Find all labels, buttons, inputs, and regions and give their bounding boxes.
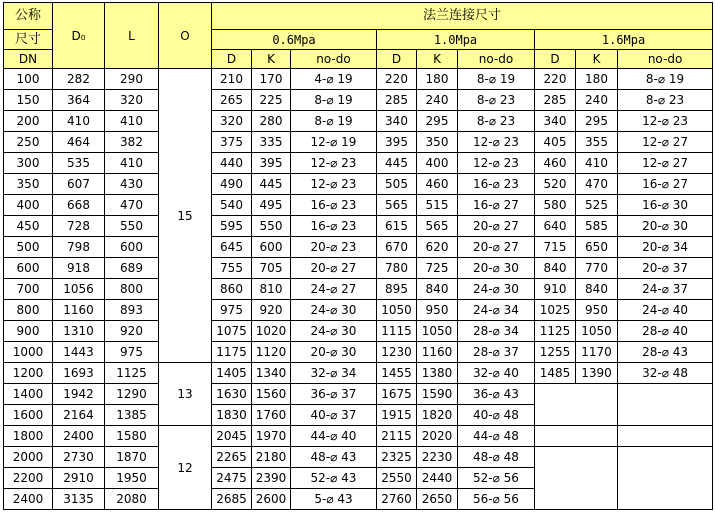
cell-p16-d: 405 bbox=[535, 132, 576, 153]
cell-dn: 1600 bbox=[4, 405, 53, 426]
cell-p16-d: 640 bbox=[535, 216, 576, 237]
cell-p16-k: 355 bbox=[576, 132, 618, 153]
cell-dn: 250 bbox=[4, 132, 53, 153]
cell-p10-d: 2760 bbox=[377, 489, 417, 510]
cell-p10-d: 2550 bbox=[377, 468, 417, 489]
cell-p06-k: 445 bbox=[252, 174, 291, 195]
header-nominal-size-line2: 尺寸 bbox=[4, 30, 53, 50]
cell-p06-d: 2045 bbox=[212, 426, 252, 447]
cell-l: 689 bbox=[105, 258, 159, 279]
cell-p10-d: 565 bbox=[377, 195, 417, 216]
cell-d0: 2730 bbox=[53, 447, 105, 468]
cell-p10-k: 1820 bbox=[417, 405, 458, 426]
table-row bbox=[4, 363, 713, 384]
table-row bbox=[4, 195, 713, 216]
table-row bbox=[4, 90, 713, 111]
cell-p06-k: 1970 bbox=[252, 426, 291, 447]
cell-l: 975 bbox=[105, 342, 159, 363]
cell-p16-d: 1025 bbox=[535, 300, 576, 321]
cell-dn: 500 bbox=[4, 237, 53, 258]
cell-p16-no-do: 12-⌀ 27 bbox=[618, 132, 713, 153]
cell-l: 893 bbox=[105, 300, 159, 321]
cell-p06-k: 810 bbox=[252, 279, 291, 300]
cell-p16-d: 1125 bbox=[535, 321, 576, 342]
cell-p10-k: 1590 bbox=[417, 384, 458, 405]
cell-p16-no-do: 12-⌀ 27 bbox=[618, 153, 713, 174]
cell-p10-no-do: 48-⌀ 48 bbox=[458, 447, 535, 468]
cell-d0: 410 bbox=[53, 111, 105, 132]
cell-p16-no-do: 20-⌀ 34 bbox=[618, 237, 713, 258]
cell-dn: 2200 bbox=[4, 468, 53, 489]
cell-p10-k: 1380 bbox=[417, 363, 458, 384]
cell-o: 12 bbox=[159, 426, 212, 510]
cell-p10-no-do: 8-⌀ 23 bbox=[458, 111, 535, 132]
cell-dn: 300 bbox=[4, 153, 53, 174]
cell-p16-d: 340 bbox=[535, 111, 576, 132]
header-d0: D₀ bbox=[53, 3, 105, 69]
cell-p16-no-do: 16-⌀ 27 bbox=[618, 174, 713, 195]
cell-p10-no-do: 12-⌀ 23 bbox=[458, 153, 535, 174]
table-row bbox=[4, 216, 713, 237]
cell-p10-no-do: 28-⌀ 37 bbox=[458, 342, 535, 363]
cell-p10-d: 1050 bbox=[377, 300, 417, 321]
cell-p06-d: 320 bbox=[212, 111, 252, 132]
cell-p06-no-do: 16-⌀ 23 bbox=[291, 195, 377, 216]
cell-p16-d: 1485 bbox=[535, 363, 576, 384]
cell-p16-d: 715 bbox=[535, 237, 576, 258]
header-sub-d: D bbox=[377, 50, 417, 69]
header-sub-d: D bbox=[212, 50, 252, 69]
cell-p06-no-do: 20-⌀ 23 bbox=[291, 237, 377, 258]
cell-d0: 1942 bbox=[53, 384, 105, 405]
cell-p16-no-do: 8-⌀ 23 bbox=[618, 90, 713, 111]
cell-p10-d: 670 bbox=[377, 237, 417, 258]
cell-l: 470 bbox=[105, 195, 159, 216]
cell-d0: 2164 bbox=[53, 405, 105, 426]
cell-p16-d: 460 bbox=[535, 153, 576, 174]
cell-p06-k: 225 bbox=[252, 90, 291, 111]
header-flange-title: 法兰连接尺寸 bbox=[212, 3, 713, 30]
cell-l: 410 bbox=[105, 111, 159, 132]
table-row bbox=[4, 300, 713, 321]
cell-p16-no-do: 20-⌀ 30 bbox=[618, 216, 713, 237]
cell-p06-d: 2475 bbox=[212, 468, 252, 489]
cell-l: 1385 bbox=[105, 405, 159, 426]
cell-p10-no-do: 8-⌀ 23 bbox=[458, 90, 535, 111]
cell-p06-k: 920 bbox=[252, 300, 291, 321]
cell-p10-no-do: 28-⌀ 34 bbox=[458, 321, 535, 342]
header-pressure-1-6: 1.6Mpa bbox=[535, 30, 713, 50]
cell-p10-no-do: 8-⌀ 19 bbox=[458, 69, 535, 90]
header-o: O bbox=[159, 3, 212, 69]
cell-p16-empty bbox=[535, 447, 618, 510]
cell-p06-no-do: 5-⌀ 43 bbox=[291, 489, 377, 510]
cell-p06-no-do: 20-⌀ 30 bbox=[291, 342, 377, 363]
cell-p10-no-do: 24-⌀ 30 bbox=[458, 279, 535, 300]
cell-d0: 464 bbox=[53, 132, 105, 153]
cell-p16-d: 520 bbox=[535, 174, 576, 195]
cell-d0: 535 bbox=[53, 153, 105, 174]
cell-p06-d: 755 bbox=[212, 258, 252, 279]
header-pressure-0-6: 0.6Mpa bbox=[212, 30, 377, 50]
header-sub-k: K bbox=[417, 50, 458, 69]
cell-p16-no-do: 8-⌀ 19 bbox=[618, 69, 713, 90]
cell-d0: 607 bbox=[53, 174, 105, 195]
cell-d0: 918 bbox=[53, 258, 105, 279]
cell-l: 320 bbox=[105, 90, 159, 111]
cell-p10-k: 350 bbox=[417, 132, 458, 153]
cell-p10-d: 505 bbox=[377, 174, 417, 195]
cell-p06-no-do: 52-⌀ 43 bbox=[291, 468, 377, 489]
cell-p10-no-do: 20-⌀ 30 bbox=[458, 258, 535, 279]
cell-dn: 200 bbox=[4, 111, 53, 132]
header-dn: DN bbox=[4, 50, 53, 69]
cell-d0: 282 bbox=[53, 69, 105, 90]
cell-p10-k: 295 bbox=[417, 111, 458, 132]
cell-p10-d: 615 bbox=[377, 216, 417, 237]
cell-dn: 450 bbox=[4, 216, 53, 237]
cell-l: 382 bbox=[105, 132, 159, 153]
cell-p10-d: 780 bbox=[377, 258, 417, 279]
cell-p16-k: 1390 bbox=[576, 363, 618, 384]
cell-dn: 350 bbox=[4, 174, 53, 195]
cell-p16-k: 240 bbox=[576, 90, 618, 111]
cell-p10-k: 460 bbox=[417, 174, 458, 195]
cell-dn: 600 bbox=[4, 258, 53, 279]
cell-p06-d: 2265 bbox=[212, 447, 252, 468]
cell-p10-no-do: 20-⌀ 27 bbox=[458, 237, 535, 258]
cell-p10-k: 725 bbox=[417, 258, 458, 279]
cell-p06-k: 170 bbox=[252, 69, 291, 90]
cell-p10-k: 950 bbox=[417, 300, 458, 321]
cell-p10-d: 895 bbox=[377, 279, 417, 300]
table-row bbox=[4, 153, 713, 174]
cell-p16-d: 285 bbox=[535, 90, 576, 111]
cell-p10-d: 1455 bbox=[377, 363, 417, 384]
cell-p10-d: 1915 bbox=[377, 405, 417, 426]
header-sub-no-do: no-do bbox=[618, 50, 713, 69]
table-row bbox=[4, 426, 713, 447]
cell-p16-d: 910 bbox=[535, 279, 576, 300]
cell-p10-no-do: 16-⌀ 27 bbox=[458, 195, 535, 216]
cell-p10-no-do: 16-⌀ 23 bbox=[458, 174, 535, 195]
cell-p06-k: 1340 bbox=[252, 363, 291, 384]
cell-p06-d: 975 bbox=[212, 300, 252, 321]
cell-p16-k: 410 bbox=[576, 153, 618, 174]
table-row bbox=[4, 132, 713, 153]
cell-p16-k: 1170 bbox=[576, 342, 618, 363]
cell-d0: 668 bbox=[53, 195, 105, 216]
cell-p16-k: 295 bbox=[576, 111, 618, 132]
cell-p10-k: 2440 bbox=[417, 468, 458, 489]
cell-p06-k: 600 bbox=[252, 237, 291, 258]
cell-p16-no-do: 24-⌀ 40 bbox=[618, 300, 713, 321]
cell-p06-d: 1830 bbox=[212, 405, 252, 426]
cell-p16-no-do-empty bbox=[618, 384, 713, 426]
cell-l: 1290 bbox=[105, 384, 159, 405]
cell-dn: 700 bbox=[4, 279, 53, 300]
cell-p16-no-do: 12-⌀ 23 bbox=[618, 111, 713, 132]
cell-p10-k: 1160 bbox=[417, 342, 458, 363]
cell-p10-d: 395 bbox=[377, 132, 417, 153]
cell-p10-no-do: 52-⌀ 56 bbox=[458, 468, 535, 489]
cell-dn: 400 bbox=[4, 195, 53, 216]
cell-d0: 798 bbox=[53, 237, 105, 258]
cell-p10-k: 2230 bbox=[417, 447, 458, 468]
cell-dn: 1200 bbox=[4, 363, 53, 384]
table-row bbox=[4, 321, 713, 342]
cell-p06-no-do: 24-⌀ 30 bbox=[291, 321, 377, 342]
cell-p06-d: 1075 bbox=[212, 321, 252, 342]
table-row bbox=[4, 69, 713, 90]
header-sub-no-do: no-do bbox=[458, 50, 535, 69]
cell-p10-no-do: 24-⌀ 34 bbox=[458, 300, 535, 321]
table-row bbox=[4, 384, 713, 405]
cell-p10-no-do: 36-⌀ 43 bbox=[458, 384, 535, 405]
cell-p16-d: 220 bbox=[535, 69, 576, 90]
cell-p06-d: 645 bbox=[212, 237, 252, 258]
cell-p06-no-do: 20-⌀ 27 bbox=[291, 258, 377, 279]
cell-o: 15 bbox=[159, 69, 212, 363]
cell-dn: 2000 bbox=[4, 447, 53, 468]
cell-o: 13 bbox=[159, 363, 212, 426]
cell-dn: 1400 bbox=[4, 384, 53, 405]
cell-p06-no-do: 8-⌀ 19 bbox=[291, 111, 377, 132]
cell-p06-no-do: 40-⌀ 37 bbox=[291, 405, 377, 426]
cell-p10-k: 565 bbox=[417, 216, 458, 237]
cell-p16-empty bbox=[535, 426, 618, 447]
cell-p10-k: 400 bbox=[417, 153, 458, 174]
cell-p10-no-do: 40-⌀ 48 bbox=[458, 405, 535, 426]
table-row bbox=[4, 258, 713, 279]
cell-p16-no-do-empty bbox=[618, 426, 713, 447]
cell-l: 920 bbox=[105, 321, 159, 342]
cell-p10-no-do: 20-⌀ 27 bbox=[458, 216, 535, 237]
cell-p16-k: 470 bbox=[576, 174, 618, 195]
cell-l: 410 bbox=[105, 153, 159, 174]
cell-p06-d: 595 bbox=[212, 216, 252, 237]
cell-d0: 364 bbox=[53, 90, 105, 111]
cell-p10-d: 1675 bbox=[377, 384, 417, 405]
cell-dn: 150 bbox=[4, 90, 53, 111]
cell-p16-k: 650 bbox=[576, 237, 618, 258]
cell-p16-k: 950 bbox=[576, 300, 618, 321]
cell-p06-k: 2180 bbox=[252, 447, 291, 468]
cell-p06-d: 440 bbox=[212, 153, 252, 174]
cell-p06-no-do: 24-⌀ 27 bbox=[291, 279, 377, 300]
header-sub-d: D bbox=[535, 50, 576, 69]
cell-p06-d: 2685 bbox=[212, 489, 252, 510]
cell-p10-k: 840 bbox=[417, 279, 458, 300]
cell-p06-no-do: 4-⌀ 19 bbox=[291, 69, 377, 90]
cell-p16-k: 1050 bbox=[576, 321, 618, 342]
cell-p10-d: 1115 bbox=[377, 321, 417, 342]
cell-l: 290 bbox=[105, 69, 159, 90]
cell-p06-d: 1630 bbox=[212, 384, 252, 405]
cell-p10-k: 2020 bbox=[417, 426, 458, 447]
cell-p10-k: 240 bbox=[417, 90, 458, 111]
cell-p10-k: 2650 bbox=[417, 489, 458, 510]
flange-dimension-table bbox=[3, 2, 713, 510]
cell-p06-k: 2600 bbox=[252, 489, 291, 510]
cell-p06-k: 1020 bbox=[252, 321, 291, 342]
cell-l: 550 bbox=[105, 216, 159, 237]
cell-d0: 1056 bbox=[53, 279, 105, 300]
cell-dn: 2400 bbox=[4, 489, 53, 510]
cell-p10-no-do: 32-⌀ 40 bbox=[458, 363, 535, 384]
cell-p06-no-do: 44-⌀ 40 bbox=[291, 426, 377, 447]
cell-p16-d: 1255 bbox=[535, 342, 576, 363]
cell-d0: 1160 bbox=[53, 300, 105, 321]
cell-p16-no-do: 24-⌀ 37 bbox=[618, 279, 713, 300]
cell-p06-k: 1120 bbox=[252, 342, 291, 363]
header-nominal-size-line1: 公称 bbox=[4, 3, 53, 30]
header-pressure-1-0: 1.0Mpa bbox=[377, 30, 535, 50]
cell-p10-k: 620 bbox=[417, 237, 458, 258]
table-row bbox=[4, 279, 713, 300]
cell-p06-no-do: 12-⌀ 19 bbox=[291, 132, 377, 153]
cell-p16-d: 840 bbox=[535, 258, 576, 279]
cell-p10-d: 285 bbox=[377, 90, 417, 111]
cell-p06-no-do: 12-⌀ 23 bbox=[291, 153, 377, 174]
table-row bbox=[4, 447, 713, 468]
cell-dn: 1000 bbox=[4, 342, 53, 363]
cell-p06-k: 495 bbox=[252, 195, 291, 216]
cell-l: 800 bbox=[105, 279, 159, 300]
cell-d0: 1693 bbox=[53, 363, 105, 384]
cell-p16-k: 180 bbox=[576, 69, 618, 90]
cell-p06-k: 395 bbox=[252, 153, 291, 174]
cell-d0: 3135 bbox=[53, 489, 105, 510]
cell-p16-no-do: 20-⌀ 37 bbox=[618, 258, 713, 279]
cell-p10-d: 2115 bbox=[377, 426, 417, 447]
table-row bbox=[4, 111, 713, 132]
table-row bbox=[4, 237, 713, 258]
cell-p16-no-do: 28-⌀ 40 bbox=[618, 321, 713, 342]
cell-p06-d: 1405 bbox=[212, 363, 252, 384]
cell-dn: 100 bbox=[4, 69, 53, 90]
cell-p06-k: 1560 bbox=[252, 384, 291, 405]
cell-p06-no-do: 32-⌀ 34 bbox=[291, 363, 377, 384]
cell-p06-k: 705 bbox=[252, 258, 291, 279]
cell-p06-d: 1175 bbox=[212, 342, 252, 363]
cell-p06-no-do: 16-⌀ 23 bbox=[291, 216, 377, 237]
cell-p10-no-do: 56-⌀ 56 bbox=[458, 489, 535, 510]
cell-p16-k: 585 bbox=[576, 216, 618, 237]
cell-p10-no-do: 44-⌀ 48 bbox=[458, 426, 535, 447]
cell-p16-no-do: 16-⌀ 30 bbox=[618, 195, 713, 216]
cell-d0: 1310 bbox=[53, 321, 105, 342]
cell-p06-k: 2390 bbox=[252, 468, 291, 489]
cell-p06-d: 540 bbox=[212, 195, 252, 216]
cell-p06-k: 550 bbox=[252, 216, 291, 237]
cell-dn: 900 bbox=[4, 321, 53, 342]
cell-l: 1125 bbox=[105, 363, 159, 384]
cell-p16-k: 525 bbox=[576, 195, 618, 216]
cell-p06-d: 265 bbox=[212, 90, 252, 111]
cell-p06-k: 1760 bbox=[252, 405, 291, 426]
header-sub-no-do: no-do bbox=[291, 50, 377, 69]
cell-p10-k: 515 bbox=[417, 195, 458, 216]
cell-dn: 800 bbox=[4, 300, 53, 321]
cell-p06-no-do: 36-⌀ 37 bbox=[291, 384, 377, 405]
cell-p16-k: 770 bbox=[576, 258, 618, 279]
cell-p06-d: 490 bbox=[212, 174, 252, 195]
cell-p10-d: 445 bbox=[377, 153, 417, 174]
cell-l: 600 bbox=[105, 237, 159, 258]
cell-p10-d: 1230 bbox=[377, 342, 417, 363]
cell-p10-k: 1050 bbox=[417, 321, 458, 342]
header-l: L bbox=[105, 3, 159, 69]
cell-p06-d: 210 bbox=[212, 69, 252, 90]
cell-p06-no-do: 24-⌀ 30 bbox=[291, 300, 377, 321]
cell-d0: 728 bbox=[53, 216, 105, 237]
cell-l: 430 bbox=[105, 174, 159, 195]
cell-d0: 2400 bbox=[53, 426, 105, 447]
cell-d0: 1443 bbox=[53, 342, 105, 363]
cell-p06-k: 280 bbox=[252, 111, 291, 132]
cell-p16-no-do-empty bbox=[618, 447, 713, 510]
table-row bbox=[4, 342, 713, 363]
cell-p16-d: 580 bbox=[535, 195, 576, 216]
table-row bbox=[4, 174, 713, 195]
cell-p10-d: 2325 bbox=[377, 447, 417, 468]
cell-p16-no-do: 32-⌀ 48 bbox=[618, 363, 713, 384]
header-sub-k: K bbox=[252, 50, 291, 69]
cell-l: 1870 bbox=[105, 447, 159, 468]
cell-l: 2080 bbox=[105, 489, 159, 510]
cell-p16-no-do: 28-⌀ 43 bbox=[618, 342, 713, 363]
cell-p16-empty bbox=[535, 384, 618, 426]
cell-p06-k: 335 bbox=[252, 132, 291, 153]
cell-p06-no-do: 12-⌀ 23 bbox=[291, 174, 377, 195]
cell-dn: 1800 bbox=[4, 426, 53, 447]
cell-p06-no-do: 48-⌀ 43 bbox=[291, 447, 377, 468]
cell-p06-d: 860 bbox=[212, 279, 252, 300]
cell-d0: 2910 bbox=[53, 468, 105, 489]
cell-p16-k: 840 bbox=[576, 279, 618, 300]
cell-p06-d: 375 bbox=[212, 132, 252, 153]
cell-p10-d: 220 bbox=[377, 69, 417, 90]
cell-p10-no-do: 12-⌀ 23 bbox=[458, 132, 535, 153]
cell-p10-k: 180 bbox=[417, 69, 458, 90]
cell-p06-no-do: 8-⌀ 19 bbox=[291, 90, 377, 111]
header-sub-k: K bbox=[576, 50, 618, 69]
cell-l: 1950 bbox=[105, 468, 159, 489]
cell-l: 1580 bbox=[105, 426, 159, 447]
cell-p10-d: 340 bbox=[377, 111, 417, 132]
